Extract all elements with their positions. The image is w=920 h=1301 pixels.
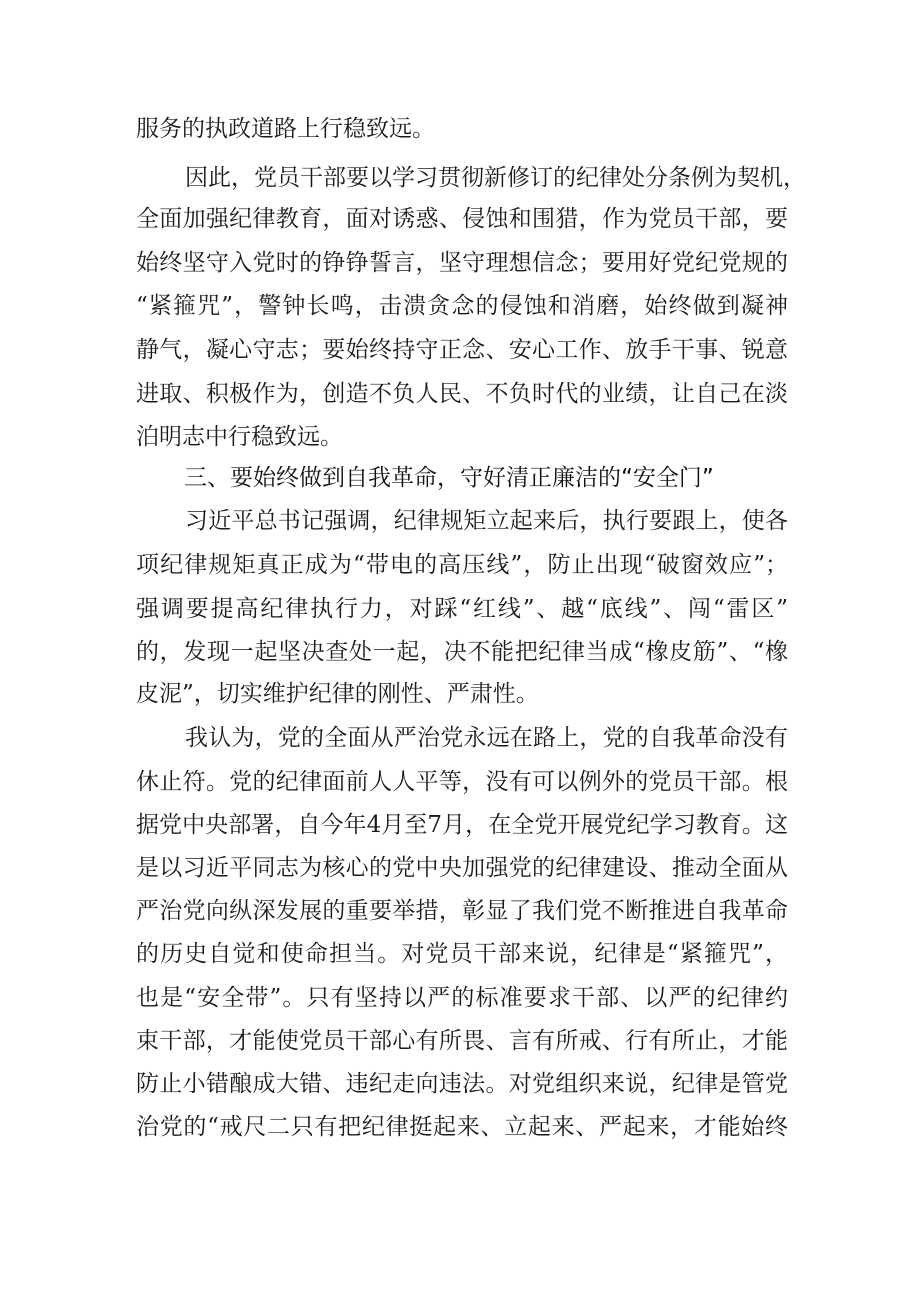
paragraph-1-line-7: 泊明志中行稳致远。 [136, 424, 343, 450]
paragraph-2-line-4: 的，发现一起坚决查处一起，决不能把纪律当成“橡皮筋”、“橡 [136, 639, 788, 665]
paragraph-1-line-2: 全面加强纪律教育，面对诱惑、侵蚀和围猎，作为党员干部，要 [136, 206, 788, 232]
paragraph-2-line-2: 项纪律规矩真正成为“带电的高压线”，防止出现“破窗效应”； [136, 552, 788, 578]
paragraph-3-line-6: 的历史自觉和使命担当。对党员干部来说，纪律是“紧箍咒”， [136, 941, 788, 967]
paragraph-2-line-5: 皮泥”，切实维护纪律的刚性、严肃性。 [136, 681, 539, 707]
paragraph-1-line-5: 静气，凝心守志；要始终持守正念、安心工作、放手干事、锐意 [136, 337, 788, 363]
paragraph-2-line-1: 习近平总书记强调，纪律规矩立起来后，执行要跟上，使各 [185, 508, 788, 534]
paragraph-3-line-5: 严治党向纵深发展的重要举措，彰显了我们党不断推进自我革命 [136, 898, 788, 924]
paragraph-3-line-10: 治党的“戒尺二只有把纪律挺起来、立起来、严起来，才能始终 [136, 1114, 788, 1140]
paragraph-3-line-8: 束干部，才能使党员干部心有所畏、言有所戒、行有所止，才能 [136, 1028, 788, 1054]
paragraph-1-line-4: “紧箍咒”，警钟长鸣，击溃贪念的侵蚀和消磨，始终做到凝神 [136, 293, 788, 319]
text-line-1: 服务的执政道路上行稳致远。 [136, 116, 435, 142]
paragraph-1-line-1: 因此，党员干部要以学习贯彻新修订的纪律处分条例为契机， [185, 165, 806, 191]
paragraph-3-line-3: 据党中央部署，自今年4月至7月，在全党开展党纪学习教育。这 [136, 812, 788, 838]
paragraph-3-line-4: 是以习近平同志为核心的党中央加强党的纪律建设、推动全面从 [136, 855, 788, 881]
section-heading: 三、要始终做到自我革命，守好清正廉洁的“安全门” [184, 465, 714, 491]
paragraph-3-line-2: 休止符。党的纪律面前人人平等，没有可以例外的党员干部。根 [136, 769, 788, 795]
paragraph-3-line-7: 也是“安全带”。只有坚持以严的标准要求干部、以严的纪律约 [136, 985, 788, 1011]
paragraph-3-line-1: 我认为，党的全面从严治党永远在路上，党的自我革命没有 [185, 725, 788, 751]
paragraph-1-line-3: 始终坚守入党时的铮铮誓言，坚守理想信念；要用好党纪党规的 [136, 250, 788, 276]
paragraph-3-line-9: 防止小错酿成大错、违纪走向违法。对党组织来说，纪律是管党 [136, 1071, 788, 1097]
paragraph-2-line-3: 强调要提高纪律执行力，对踩“红线”、越“底线”、闯“雷区” [136, 596, 788, 622]
paragraph-1-line-6: 进取、积极作为，创造不负人民、不负时代的业绩，让自己在淡 [136, 381, 788, 407]
